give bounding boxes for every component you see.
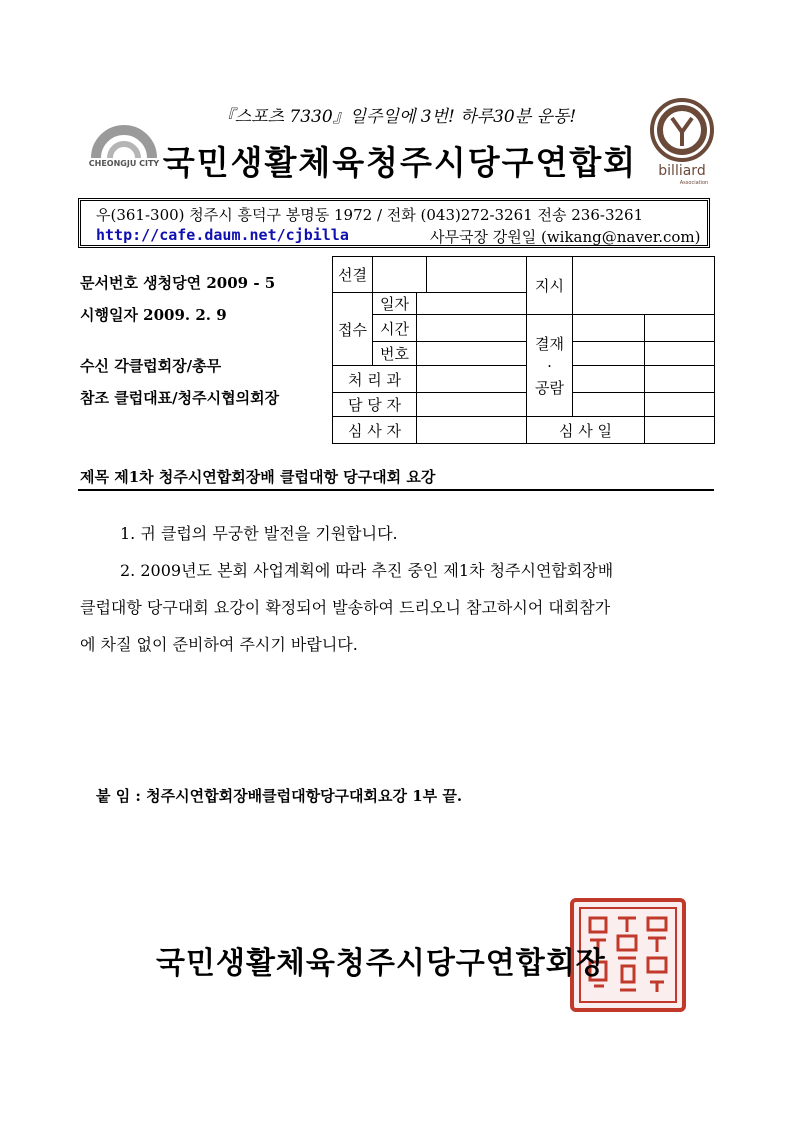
number-cell — [417, 342, 527, 366]
gyeoljae-cell-2b — [645, 342, 715, 366]
secretary-contact: 사무국장 강원일 (wikang@naver.com) — [430, 228, 701, 246]
jisi-cell — [573, 257, 715, 315]
billiard-logo-subtext: Association — [679, 180, 709, 186]
recipient: 수신 각클럽회장/총무 — [80, 357, 222, 375]
body-paragraph-2-line2: 클럽대항 당구대회 요강이 확정되어 발송하여 드리오니 참고하시어 대회참가 — [80, 598, 611, 617]
slogan: 『스포츠 7330』일주일에 3번! 하루30분 운동! — [217, 107, 577, 127]
gyeoljae-cell-4a — [573, 393, 645, 417]
cheongju-city-logo — [88, 118, 160, 178]
processing-dept-cell — [417, 366, 527, 393]
billiard-logo-text: billiard — [658, 163, 706, 179]
gyeoljae-cell-3a — [573, 366, 645, 393]
review-date-label: 심 사 일 — [527, 417, 645, 444]
subject-divider — [78, 489, 714, 491]
reference: 참조 클럽대표/청주시협의회장 — [80, 389, 280, 407]
city-logo-text: CHEONGJU CITY — [88, 159, 160, 168]
time-cell — [417, 315, 527, 342]
attachment-line: 붙 임 : 청주시연합회장배클럽대항당구대회요강 1부 끝. — [96, 787, 463, 805]
seon-gyeol-cell — [373, 257, 427, 293]
doc-number: 문서번호 생청당연 2009 - 5 — [80, 274, 276, 292]
reviewer-cell — [417, 417, 527, 444]
gyeoljae-cell-1a — [573, 315, 645, 342]
officer-label: 담 당 자 — [333, 393, 417, 417]
cafe-link[interactable]: http://cafe.daum.net/cjbilla — [96, 226, 349, 244]
approval-grid — [332, 256, 715, 444]
officer-cell — [417, 393, 527, 417]
seon-gyeol-label: 선결 — [333, 257, 373, 293]
date-cell — [417, 293, 527, 315]
signature-title: 국민생활체육청주시당구연합회장 — [156, 946, 606, 981]
org-title: 국민생활체육청주시당구연합회 — [162, 143, 638, 182]
body-paragraph-2-first: 2. 2009년도 본회 사업계획에 따라 추진 중인 제1차 청주시연합회장배 — [120, 561, 614, 580]
gyeoljae-cell-3b — [645, 366, 715, 393]
seon-gyeol-sign-cell — [427, 257, 527, 293]
body-paragraph-2-line3: 에 차질 없이 준비하여 주시기 바랍니다. — [80, 635, 358, 654]
gyeoljae-cell-1b — [645, 315, 715, 342]
time-label: 시간 — [373, 315, 417, 342]
body-paragraph-1: 1. 귀 클럽의 무궁한 발전을 기원합니다. — [120, 524, 398, 543]
billiard-association-logo — [647, 98, 717, 188]
subject-line: 제목 제1차 청주시연합회장배 클럽대항 당구대회 요강 — [80, 468, 436, 486]
gyeoljae-cell-4b — [645, 393, 715, 417]
gyeoljae-gongram-label: 결재 · 공람 — [527, 315, 573, 417]
reviewer-label: 심 사 자 — [333, 417, 417, 444]
processing-dept-label: 처 리 과 — [333, 366, 417, 393]
date-label: 일자 — [373, 293, 417, 315]
contact-address: 우(361-300) 청주시 흥덕구 봉명동 1972 / 전화 (043)272-3261 전송 236-3261 — [96, 206, 644, 224]
number-label: 번호 — [373, 342, 417, 366]
jisi-label: 지시 — [527, 257, 573, 315]
issue-date: 시행일자 2009. 2. 9 — [80, 306, 227, 324]
gyeoljae-cell-2a — [573, 342, 645, 366]
review-date-cell — [645, 417, 715, 444]
jeopsu-label: 접수 — [333, 293, 373, 366]
